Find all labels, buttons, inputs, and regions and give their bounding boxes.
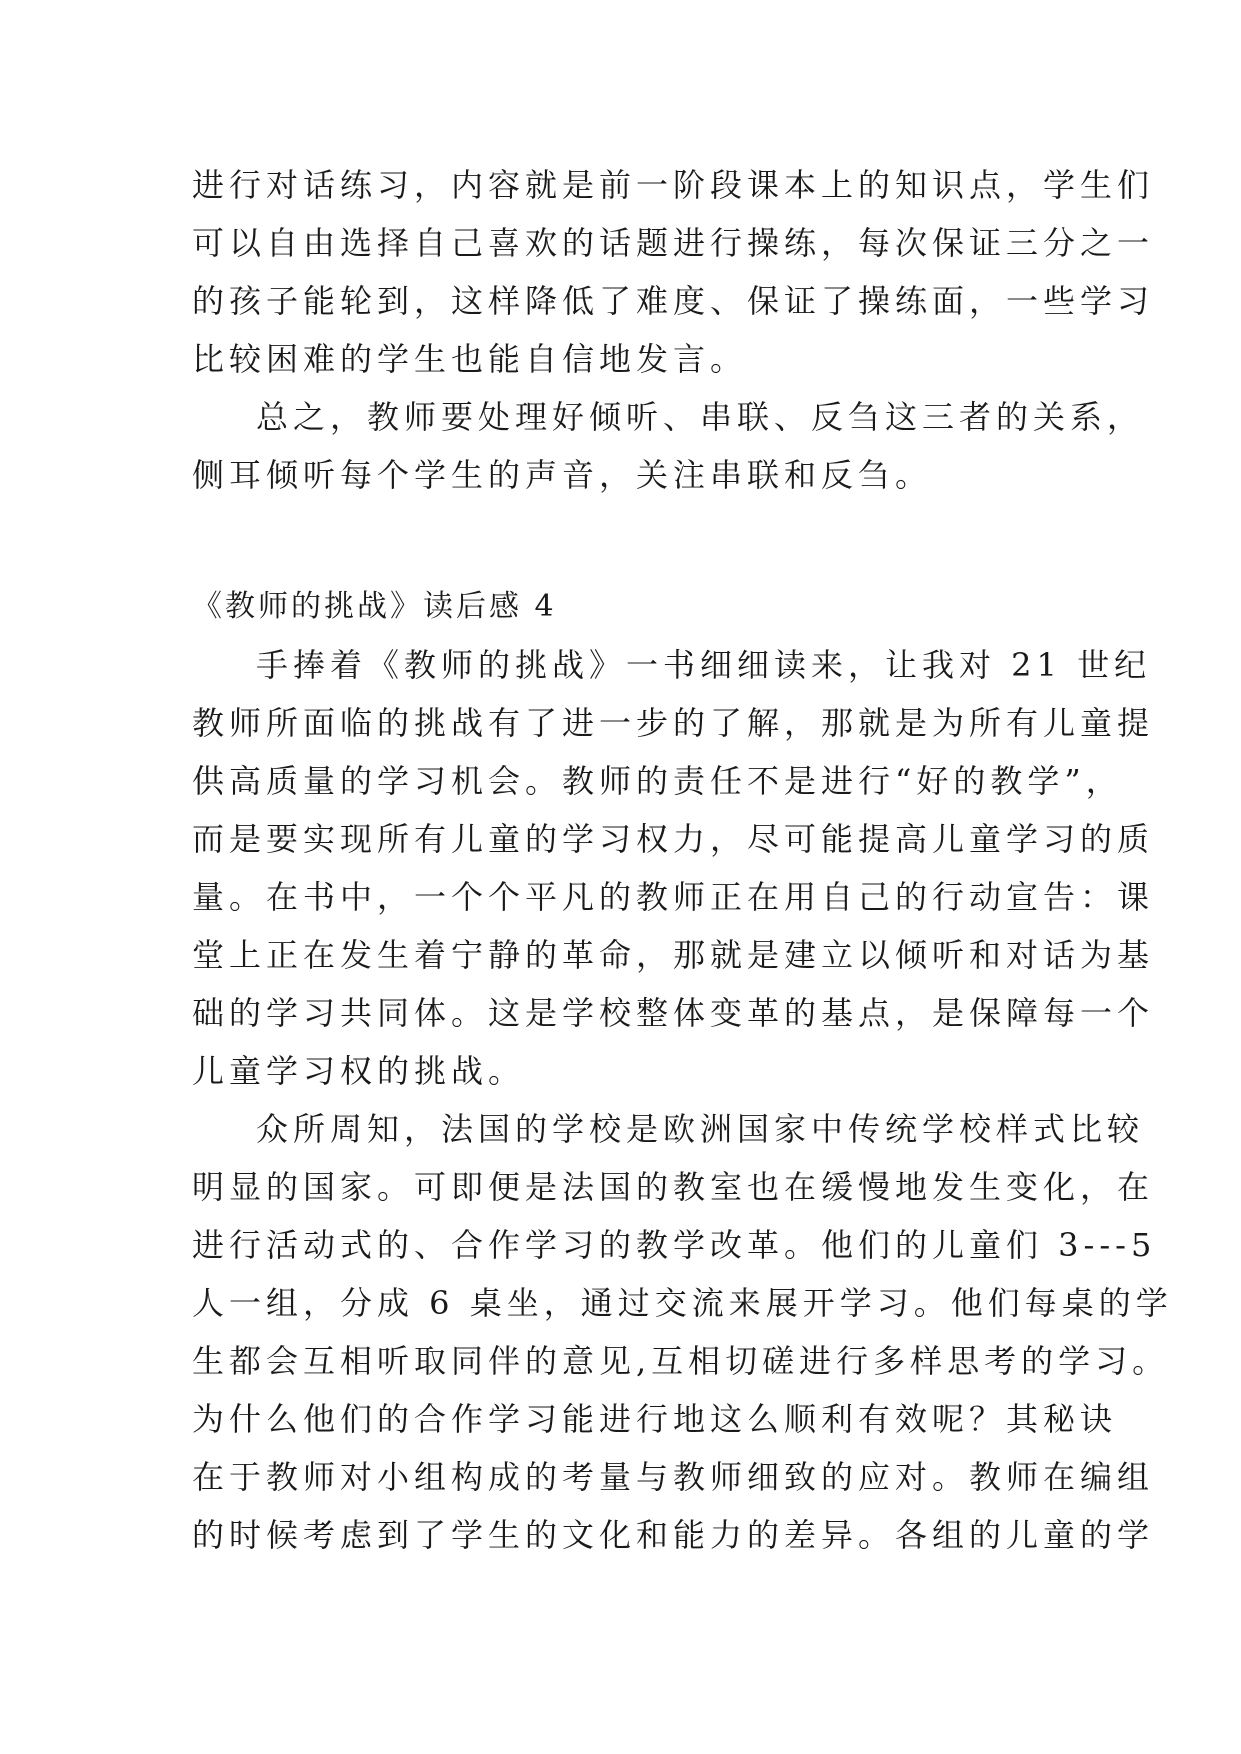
text-line: 的时候考虑到了学生的文化和能力的差异。各组的儿童的学 bbox=[192, 1516, 1155, 1554]
text-line: 比较困难的学生也能自信地发言。 bbox=[192, 340, 748, 378]
text-line: 教师所面临的挑战有了进一步的了解，那就是为所有儿童提 bbox=[192, 704, 1155, 742]
text-line: 可以自由选择自己喜欢的话题进行操练，每次保证三分之一 bbox=[192, 224, 1155, 262]
text-line: 量。在书中，一个个平凡的教师正在用自己的行动宣告：课 bbox=[192, 878, 1155, 916]
text-line: 明显的国家。可即便是法国的教室也在缓慢地发生变化，在 bbox=[192, 1168, 1155, 1206]
paragraph-3 bbox=[192, 636, 1155, 1100]
text-line: 堂上正在发生着宁静的革命，那就是建立以倾听和对话为基 bbox=[192, 936, 1155, 974]
text-line: 而是要实现所有儿童的学习权力，尽可能提高儿童学习的质 bbox=[192, 820, 1155, 858]
section-title: 《教师的挑战》读后感 4 bbox=[192, 589, 557, 624]
text-line: 生都会互相听取同伴的意见,互相切磋进行多样思考的学习。 bbox=[192, 1342, 1170, 1380]
section-spacer bbox=[192, 504, 1052, 578]
text-line: 儿童学习权的挑战。 bbox=[192, 1052, 526, 1090]
text-line: 侧耳倾听每个学生的声音，关注串联和反刍。 bbox=[192, 456, 933, 494]
text-line: 手捧着《教师的挑战》一书细细读来，让我对 21 世纪 bbox=[256, 646, 1152, 684]
paragraph-1 bbox=[192, 156, 1155, 388]
text-line: 进行对话练习，内容就是前一阶段课本上的知识点，学生们 bbox=[192, 166, 1155, 204]
text-line: 在于教师对小组构成的考量与教师细致的应对。教师在编组 bbox=[192, 1458, 1155, 1496]
text-line: 础的学习共同体。这是学校整体变革的基点，是保障每一个 bbox=[192, 994, 1155, 1032]
text-line: 总之，教师要处理好倾听、串联、反刍这三者的关系， bbox=[256, 398, 1145, 436]
text-line: 进行活动式的、合作学习的教学改革。他们的儿童们 3---5 bbox=[192, 1226, 1157, 1264]
text-line: 供高质量的学习机会。教师的责任不是进行“好的教学”， bbox=[192, 762, 1123, 800]
text-line: 的孩子能轮到，这样降低了难度、保证了操练面，一些学习 bbox=[192, 282, 1155, 320]
document-page bbox=[192, 156, 1173, 1564]
paragraph-2 bbox=[192, 388, 1145, 504]
text-line: 众所周知，法国的学校是欧洲国家中传统学校样式比较 bbox=[256, 1110, 1145, 1148]
paragraph-4 bbox=[192, 1100, 1173, 1564]
text-line: 为什么他们的合作学习能进行地这么顺利有效呢？其秘诀 bbox=[192, 1400, 1118, 1438]
text-line: 人一组，分成 6 桌坐，通过交流来展开学习。他们每桌的学 bbox=[192, 1284, 1173, 1322]
